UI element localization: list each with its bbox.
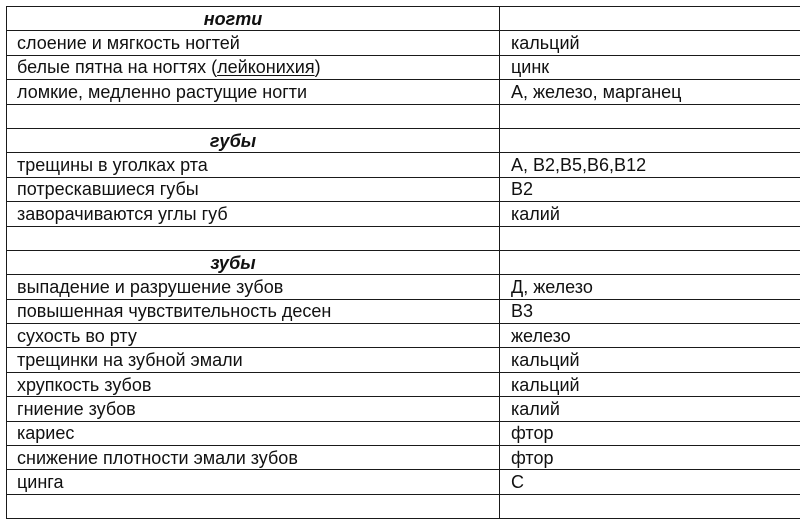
symptom-cell: потрескавшиеся губы xyxy=(7,177,500,201)
spacer-row xyxy=(7,104,800,128)
nutrient-cell: В3 xyxy=(500,299,800,323)
symptom-cell: цинга xyxy=(7,470,500,494)
empty-cell xyxy=(7,494,500,518)
nutrient-cell: С xyxy=(500,470,800,494)
nutrient-cell: А, железо, марганец xyxy=(500,80,800,104)
symptom-cell: сухость во рту xyxy=(7,324,500,348)
section-header-nails xyxy=(7,7,800,31)
table-row xyxy=(7,275,800,299)
table-row xyxy=(7,31,800,55)
symptom-cell: ломкие, медленно растущие ногти xyxy=(7,80,500,104)
symptom-term-underlined: лейконихия xyxy=(217,57,314,77)
symptom-nutrient-table xyxy=(6,6,800,519)
empty-cell xyxy=(500,226,800,250)
table-row xyxy=(7,421,800,445)
table-row xyxy=(7,470,800,494)
table-row xyxy=(7,324,800,348)
section-empty-cell xyxy=(500,250,800,274)
nutrient-cell: железо xyxy=(500,324,800,348)
spacer-row xyxy=(7,494,800,518)
spacer-row xyxy=(7,226,800,250)
nutrient-cell: В2 xyxy=(500,177,800,201)
nutrient-cell: кальций xyxy=(500,372,800,396)
nutrient-cell: калий xyxy=(500,397,800,421)
symptom-cell: снижение плотности эмали зубов xyxy=(7,446,500,470)
nutrient-cell: Д, железо xyxy=(500,275,800,299)
table-row xyxy=(7,55,800,79)
table-row xyxy=(7,177,800,201)
section-header-lips xyxy=(7,128,800,152)
table-row xyxy=(7,348,800,372)
table-row xyxy=(7,153,800,177)
symptom-cell: заворачиваются углы губ xyxy=(7,202,500,226)
table-row xyxy=(7,446,800,470)
empty-cell xyxy=(500,104,800,128)
symptom-cell: трещины в уголках рта xyxy=(7,153,500,177)
nutrient-cell: цинк xyxy=(500,55,800,79)
section-title: ногти xyxy=(7,7,500,31)
empty-cell xyxy=(7,104,500,128)
symptom-cell: слоение и мягкость ногтей xyxy=(7,31,500,55)
nutrient-cell: кальций xyxy=(500,31,800,55)
nutrient-cell: фтор xyxy=(500,446,800,470)
nutrient-cell: кальций xyxy=(500,348,800,372)
symptom-cell: повышенная чувствительность десен xyxy=(7,299,500,323)
section-empty-cell xyxy=(500,7,800,31)
table-row xyxy=(7,397,800,421)
nutrient-cell: калий xyxy=(500,202,800,226)
symptom-text: ) xyxy=(315,57,321,77)
symptom-text: белые пятна на ногтях ( xyxy=(17,57,217,77)
nutrient-cell: фтор xyxy=(500,421,800,445)
symptom-cell: трещинки на зубной эмали xyxy=(7,348,500,372)
empty-cell xyxy=(500,494,800,518)
section-header-teeth xyxy=(7,250,800,274)
section-title: зубы xyxy=(7,250,500,274)
symptom-cell: выпадение и разрушение зубов xyxy=(7,275,500,299)
nutrient-cell: А, В2,В5,В6,В12 xyxy=(500,153,800,177)
symptom-cell: кариес xyxy=(7,421,500,445)
empty-cell xyxy=(7,226,500,250)
symptom-cell: гниение зубов xyxy=(7,397,500,421)
table-row xyxy=(7,299,800,323)
symptom-cell: хрупкость зубов xyxy=(7,372,500,396)
table-row xyxy=(7,202,800,226)
table-row xyxy=(7,80,800,104)
section-title: губы xyxy=(7,128,500,152)
symptom-cell xyxy=(7,55,500,79)
table-row xyxy=(7,372,800,396)
section-empty-cell xyxy=(500,128,800,152)
